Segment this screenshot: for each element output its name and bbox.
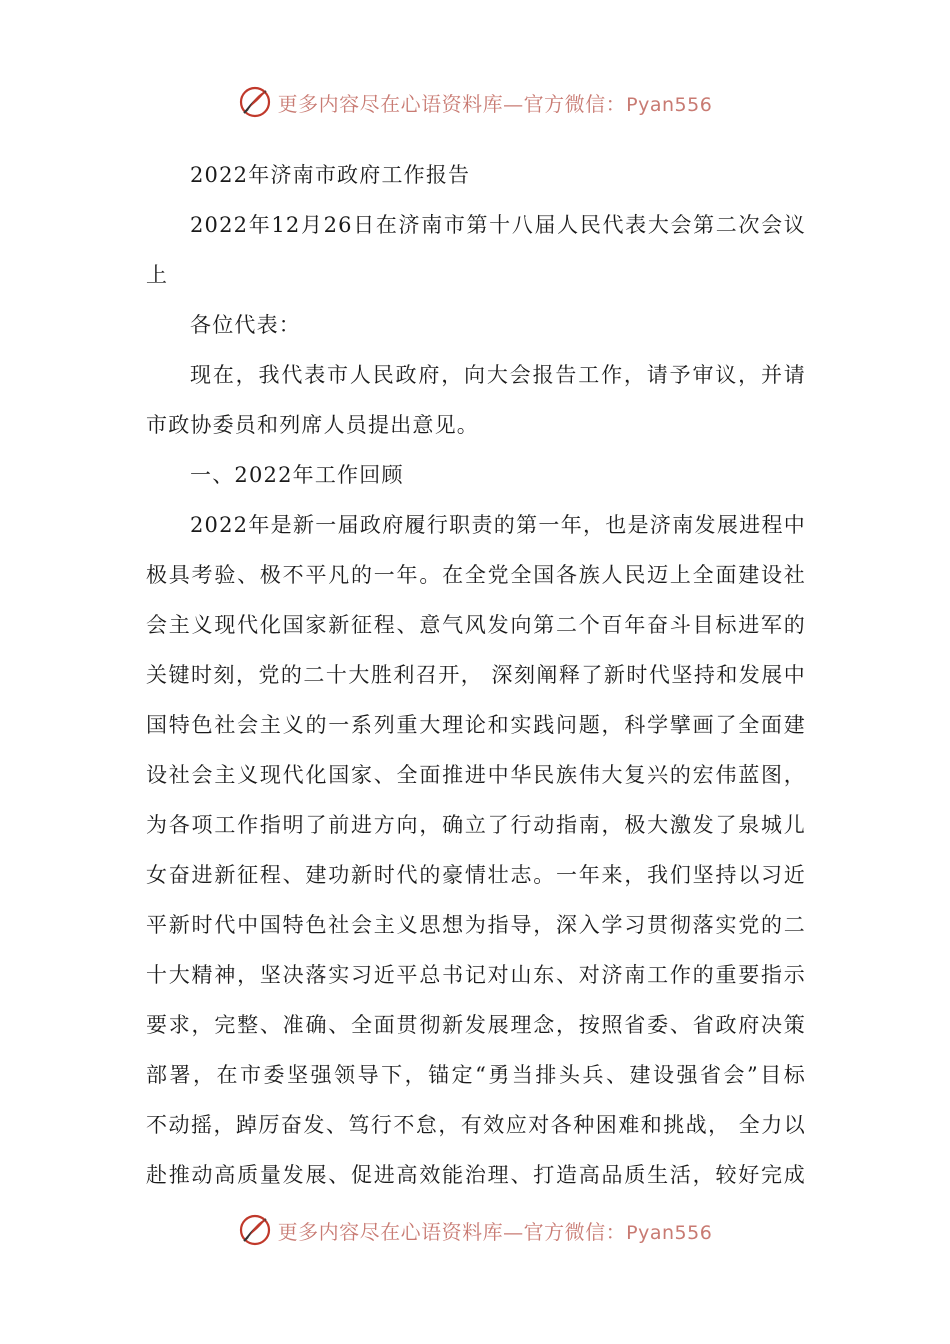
paragraph-line: 国特色社会主义的一系列重大理论和实践问题，科学擘画了全面建 <box>146 713 806 737</box>
paragraph-line: 赴推动高质量发展、促进高效能治理、打造高品质生活，较好完成 <box>146 1163 806 1187</box>
document-subtitle-line-1: 2022年12月26日在济南市第十八届人民代表大会第二次会议 <box>190 213 806 237</box>
paragraph-line: 部署，在市委坚强领导下，锚定“勇当排头兵、建设强省会”目标 <box>146 1063 806 1087</box>
paragraph-line: 现在，我代表市人民政府，向大会报告工作，请予审议，并请 <box>190 363 806 387</box>
section-heading: 一、2022年工作回顾 <box>190 463 404 487</box>
paragraph-line: 十大精神，坚决落实习近平总书记对山东、对济南工作的重要指示 <box>146 963 806 987</box>
document-body <box>146 150 806 1200</box>
paragraph-line: 会主义现代化国家新征程、意气风发向第二个百年奋斗目标进军的 <box>146 613 806 637</box>
watermark-text-bottom: 更多内容尽在心语资料库—官方微信：Pyan556 <box>277 1219 713 1244</box>
quill-logo-icon <box>238 1213 272 1247</box>
paragraph-line: 市政协委员和列席人员提出意见。 <box>146 413 479 437</box>
quill-logo-icon <box>238 85 272 119</box>
paragraph-line: 不动摇，踔厉奋发、笃行不怠，有效应对各种困难和挑战， 全力以 <box>146 1113 806 1137</box>
paragraph-line: 为各项工作指明了前进方向，确立了行动指南，极大激发了泉城儿 <box>146 813 806 837</box>
watermark-text-top: 更多内容尽在心语资料库—官方微信：Pyan556 <box>277 91 713 116</box>
document-title: 2022年济南市政府工作报告 <box>190 163 471 187</box>
paragraph-line: 要求，完整、准确、全面贯彻新发展理念，按照省委、省政府决策 <box>146 1013 806 1037</box>
paragraph-line: 平新时代中国特色社会主义思想为指导，深入学习贯彻落实党的二 <box>146 913 806 937</box>
watermark-banner-bottom <box>0 1210 950 1250</box>
paragraph-line: 关键时刻，党的二十大胜利召开， 深刻阐释了新时代坚持和发展中 <box>146 663 806 687</box>
watermark-banner-top <box>0 82 950 122</box>
paragraph-line: 2022年是新一届政府履行职责的第一年，也是济南发展进程中 <box>190 513 806 537</box>
paragraph-line: 设社会主义现代化国家、全面推进中华民族伟大复兴的宏伟蓝图， <box>146 763 806 787</box>
salutation: 各位代表： <box>190 313 301 337</box>
document-subtitle-line-2: 上 <box>146 263 169 287</box>
paragraph-line: 女奋进新征程、建功新时代的豪情壮志。一年来，我们坚持以习近 <box>146 863 806 887</box>
paragraph-line: 极具考验、极不平凡的一年。在全党全国各族人民迈上全面建设社 <box>146 563 806 587</box>
